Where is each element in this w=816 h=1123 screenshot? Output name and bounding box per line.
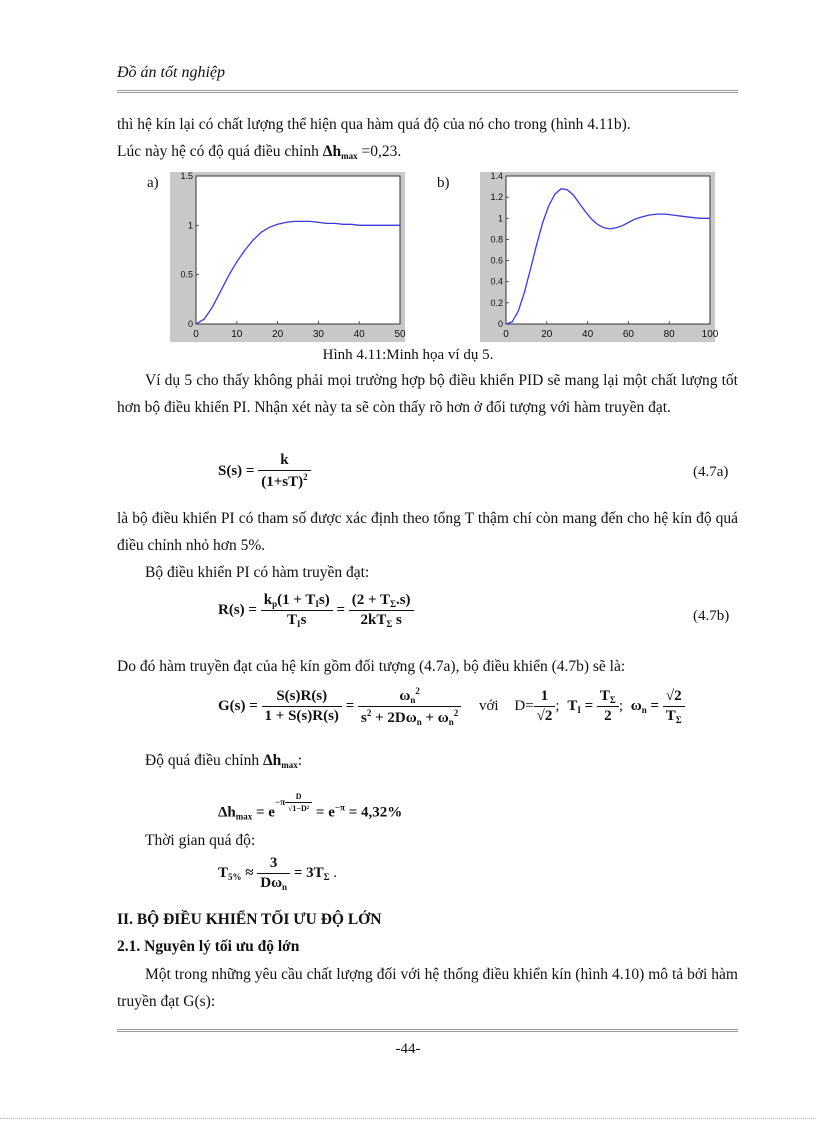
y-tick-label: 0.6 xyxy=(490,255,503,266)
page-bottom-dotted-rule xyxy=(0,1118,816,1119)
paragraph-2: Ví dụ 5 cho thấy không phải mọi trường hợp bộ điều khiển PID sẽ mang lại một chất lượng tốt hơn bộ điều khiển PI. Nhận xét này ta sẽ còn thấy rõ hơn ở đối tượng với hàm truyền đạt. xyxy=(117,372,738,416)
x-tick-label: 0 xyxy=(503,329,509,340)
footer-rule xyxy=(117,1029,738,1032)
chart-a-svg xyxy=(170,172,405,342)
section-heading: II. BỘ ĐIỀU KHIỂN TỐI ƯU ĐỘ LỚN xyxy=(117,911,382,928)
x-tick-label: 20 xyxy=(272,329,284,340)
eq3-damping-fraction: $\frac{1}{√2}$ xyxy=(534,688,556,725)
paragraph-1-line2: Lúc này hệ có độ quá điều chỉnh $\Delta h_{max} =0,23$. xyxy=(117,143,402,161)
x-tick-label: 50 xyxy=(394,329,406,340)
eq3-wn-fraction: $\frac{√2}{T_\Sigma}$ xyxy=(663,688,685,725)
y-tick-label: 1.5 xyxy=(180,171,193,181)
subsection-heading: 2.1. Nguyên lý tối ưu độ lớn xyxy=(117,938,300,955)
eq2-fraction-1: $\frac{k_p(1 + T_Is)}{T_Is}$ xyxy=(261,592,333,629)
x-tick-label: 40 xyxy=(353,329,365,340)
y-tick-label: 0.5 xyxy=(180,269,193,280)
y-tick-label: 1 xyxy=(497,213,503,224)
equation-number-4-7b: (4.7b) xyxy=(693,608,730,624)
x-tick-label: 0 xyxy=(193,329,199,340)
y-tick-label: 0.4 xyxy=(490,276,503,287)
paragraph-1 xyxy=(117,111,738,170)
paragraph-5: Do đó hàm truyền đạt của hệ kín gồm đối tượng (4.7a), bộ điều khiển (4.7b) sẽ là: xyxy=(117,658,626,675)
plot-area xyxy=(196,176,400,324)
equation-settling-time: $T_{5\%}$ ≈ $\frac{3}{D\omega_n}$ = $3T_\Sigma$ . xyxy=(218,855,338,892)
chart-b xyxy=(480,171,719,342)
overshoot-symbol: $\Delta h_{max}$ xyxy=(322,143,358,161)
x-tick-label: 20 xyxy=(541,329,553,340)
figure-caption: Hình 4.11:Minh họa ví dụ 5. xyxy=(322,347,494,363)
y-tick-label: 1 xyxy=(187,220,193,231)
paragraph-7: Thời gian quá độ: xyxy=(145,832,256,849)
equation-number-4-7a: (4.7a) xyxy=(693,464,729,480)
y-tick-label: 0 xyxy=(187,319,193,329)
y-tick-label: 0.8 xyxy=(490,234,503,245)
x-tick-label: 100 xyxy=(701,329,719,340)
eq2-fraction-2: $\frac{(2 + T_\Sigma.s)}{2kT_\Sigma s}$ xyxy=(349,592,414,629)
page-number: -44- xyxy=(395,1041,421,1057)
y-tick-label: 0.2 xyxy=(490,297,503,308)
paragraph-6: Độ quá điều chỉnh $\Delta h_{max}$: xyxy=(145,752,303,770)
eq3-fraction-2: $\frac{\omega_n^2}{s^2 + 2D\omega_n + \omega_n^2}$ xyxy=(358,686,461,727)
y-tick-label: 1.2 xyxy=(490,192,503,203)
paragraph-1-line1: thì hệ kín lại có chất lượng thể hiện qua hàm quá độ của nó cho trong (hình 4.11b). xyxy=(117,116,631,133)
figure-label-b: b) xyxy=(437,175,450,191)
chart-a xyxy=(170,172,405,342)
y-tick-label: 0 xyxy=(497,319,503,329)
eq3-ti-fraction: $\frac{T_\Sigma}{2}$ xyxy=(597,688,619,725)
paragraph-4: Bộ điều khiển PI có hàm truyền đạt: xyxy=(145,564,370,581)
eq5-fraction: $\frac{3}{D\omega_n}$ xyxy=(257,855,290,892)
x-tick-label: 40 xyxy=(582,329,594,340)
x-tick-label: 10 xyxy=(231,329,243,340)
page-header: Đồ án tốt nghiệp xyxy=(117,64,225,81)
paragraph-8: Một trong những yêu cầu chất lượng đối với hệ thống điều khiển kín (hình 4.10) mô tả bởi hàm truyền đạt G(s): xyxy=(117,966,738,1010)
figure-label-a: a) xyxy=(147,175,159,191)
header-rule xyxy=(117,90,738,93)
x-tick-label: 80 xyxy=(663,329,675,340)
equation-4-7b: R(s) = $\frac{k_p(1 + T_Is)}{T_Is}$ = $\frac{(2 + T_\Sigma.s)}{2kT_\Sigma s}$ xyxy=(218,592,414,629)
eq1-fraction: $\frac{k}{(1+sT)^2}$ xyxy=(258,452,310,491)
eq3-fraction-1: $\frac{S(s)R(s)}{1 + S(s)R(s)}$ xyxy=(262,688,342,725)
y-tick-label: 1.4 xyxy=(490,171,503,181)
x-tick-label: 60 xyxy=(622,329,634,340)
equation-closed-loop: G(s) = $\frac{S(s)R(s)}{1 + S(s)R(s)}$ = $\frac{\omega_n^2}{s^2 + 2D\omega_n + \omega_n^2}$ với D= $\frac{1}{√2}$ ; $T_I$ = $\frac{T_\Sigma}{2}$ ; $\omega_n$ = $\frac{√2}{T_\Sigma}$ xyxy=(218,686,685,727)
chart-b-svg xyxy=(480,171,719,342)
x-tick-label: 30 xyxy=(312,329,324,340)
equation-overshoot: $\Delta h_{max} = e^{-\pi \frac{D}{\text{√1−D²}}}$ = $e^{-\pi} = 4,32\%$ xyxy=(218,792,403,822)
plot-area xyxy=(506,176,710,324)
paragraph-3: là bộ điều khiển PI có tham số được xác định theo tổng T thậm chí còn mang đến cho hệ kín độ quá điều chỉnh nhỏ hơn 5%. xyxy=(117,510,738,554)
equation-4-7a: S(s) = $\frac{k}{(1+sT)^2}$ xyxy=(218,452,311,491)
